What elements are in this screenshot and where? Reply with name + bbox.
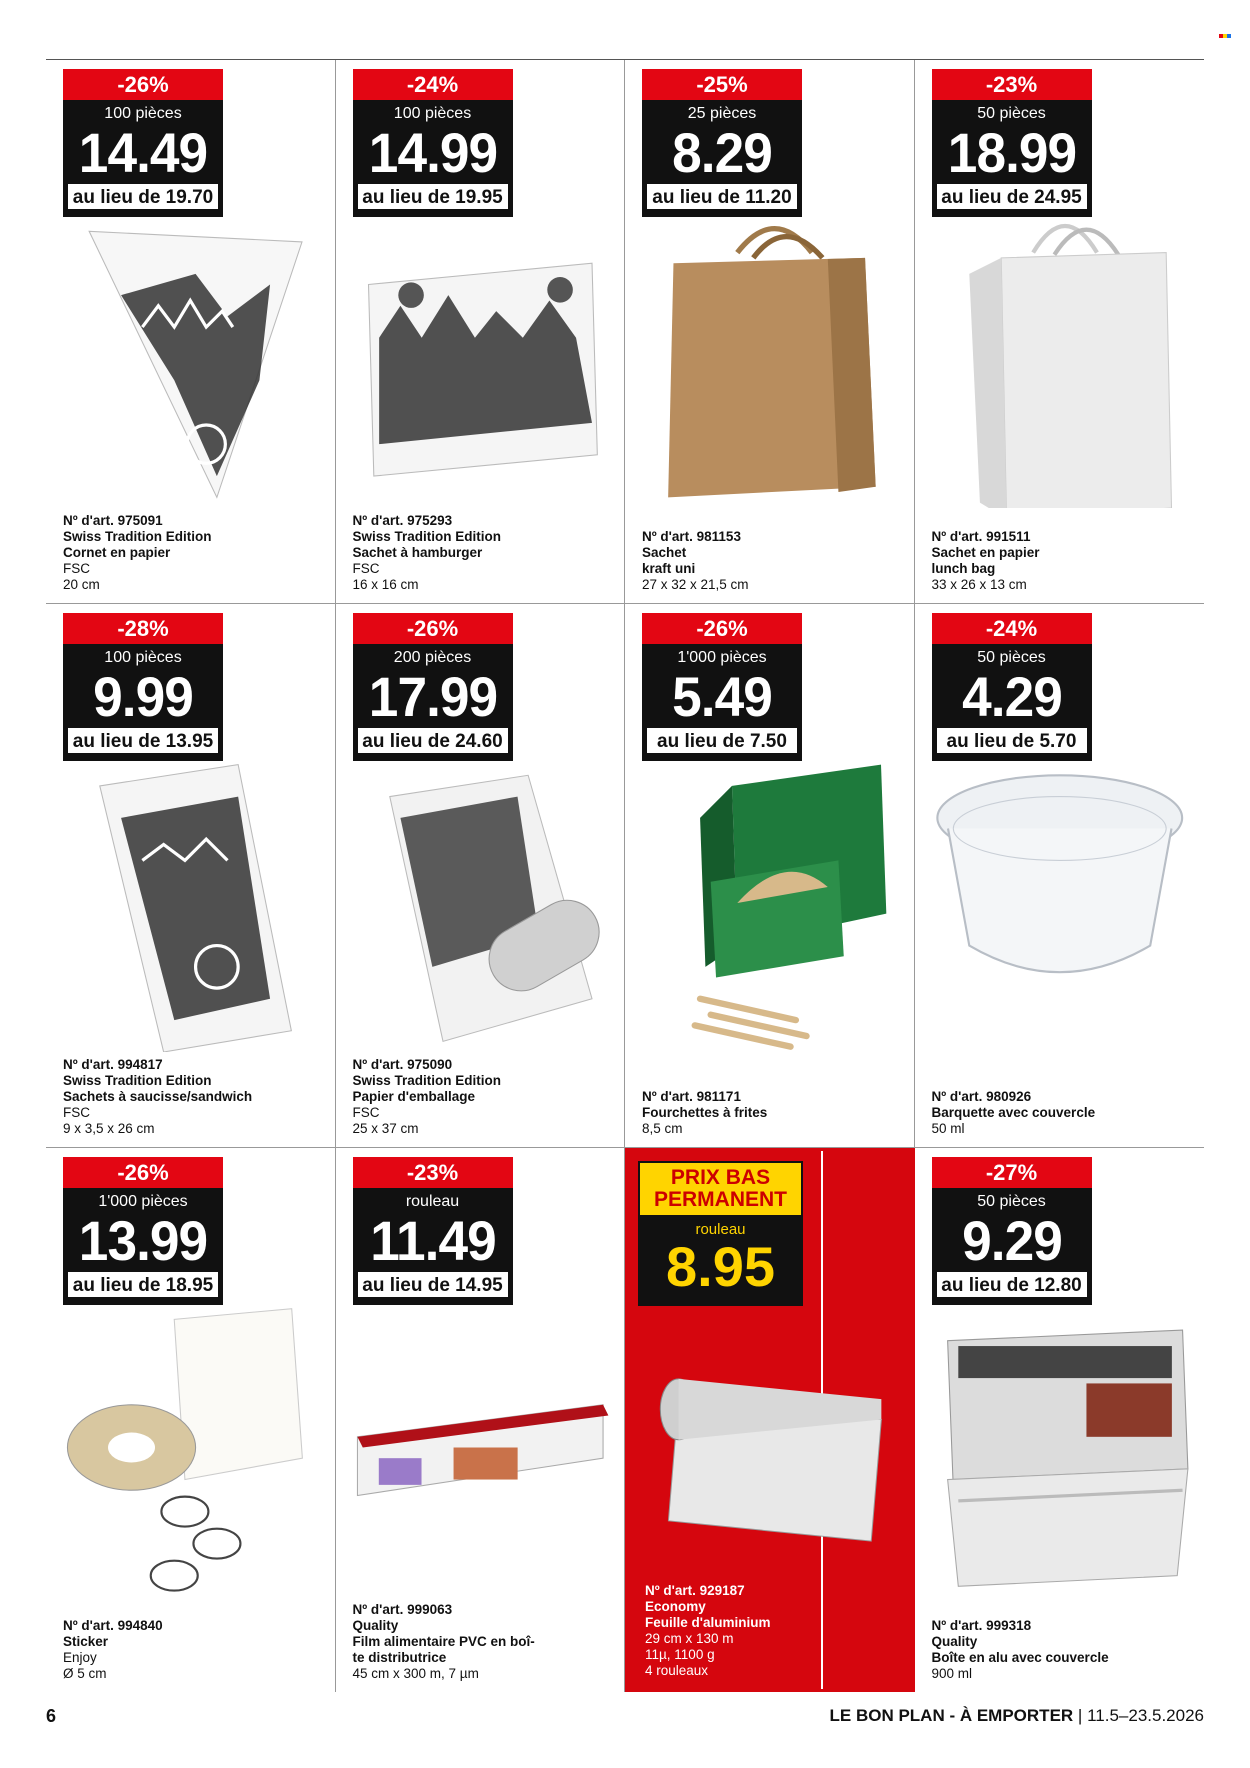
article-number: Nº d'art. 929187 (645, 1583, 745, 1598)
quantity-label: 1'000 pièces (677, 649, 767, 666)
discount-label: -23% (353, 1157, 513, 1188)
product-size: 45 cm x 300 m, 7 µm (352, 1666, 479, 1681)
brand-logo-icon (1219, 34, 1231, 42)
product-brand: Swiss Tradition Edition (63, 529, 212, 544)
product-detail: FSC (63, 561, 90, 576)
product-name: Boîte en alu avec couvercle (931, 1650, 1109, 1665)
discount-label: -28% (63, 613, 223, 644)
price-label: 11.49 (369, 1209, 496, 1272)
product-name: Film alimentaire PVC en boî- (352, 1634, 535, 1649)
article-number: Nº d'art. 991511 (931, 529, 1031, 544)
price-label: 9.29 (961, 1209, 1062, 1272)
product-variant: kraft uni (642, 561, 696, 576)
cling-film-icon (346, 1298, 615, 1597)
product-card[interactable] (46, 60, 336, 604)
product-size: 20 cm (63, 577, 100, 592)
price-badge (932, 1157, 1092, 1305)
product-card[interactable] (336, 60, 626, 604)
footer-heading: LE BON PLAN - À EMPORTER (829, 1706, 1074, 1725)
permanent-label: PRIX BAS PERMANENT (638, 1161, 803, 1217)
footer-title (830, 1706, 1204, 1726)
product-info (63, 1618, 163, 1682)
quantity-label: 50 pièces (977, 1193, 1046, 1210)
product-brand: Quality (931, 1634, 978, 1649)
product-info (353, 513, 502, 593)
price-label: 17.99 (368, 665, 497, 728)
product-card[interactable] (915, 60, 1205, 604)
product-detail: FSC (352, 561, 380, 576)
article-number: Nº d'art. 975090 (352, 1057, 453, 1072)
product-size: 16 x 16 cm (352, 577, 419, 592)
sticker-roll-icon (56, 1298, 325, 1597)
price-label: 18.99 (947, 121, 1076, 184)
price-badge (642, 613, 802, 761)
price-label: 8.95 (666, 1235, 775, 1298)
price-badge (642, 69, 802, 217)
article-number: Nº d'art. 994840 (63, 1618, 163, 1633)
article-number: Nº d'art. 975293 (352, 513, 453, 528)
price-label: 8.29 (672, 121, 772, 184)
discount-label: -23% (932, 69, 1092, 100)
wrapping-paper-icon (346, 754, 615, 1052)
product-name: Feuille d'aluminium (645, 1615, 771, 1630)
product-card[interactable] (625, 60, 915, 604)
product-detail: FSC (352, 1105, 380, 1120)
old-price-label: au lieu de 14.95 (356, 1272, 510, 1299)
product-size: 8,5 cm (642, 1121, 683, 1136)
paper-cone-icon (56, 210, 325, 508)
product-brand: Swiss Tradition Edition (352, 529, 502, 544)
product-info (642, 529, 749, 593)
product-brand: Quality (352, 1618, 399, 1633)
old-price-label: au lieu de 13.95 (66, 728, 220, 755)
price-label: 13.99 (78, 1209, 208, 1272)
aluminium-foil-icon (638, 1351, 892, 1569)
product-variant: lunch bag (931, 561, 996, 576)
footer-separator: | (1077, 1706, 1083, 1725)
product-card[interactable] (46, 604, 336, 1148)
price-label: 4.29 (961, 665, 1062, 728)
old-price-label: au lieu de 24.95 (935, 184, 1089, 211)
product-brand: Economy (645, 1599, 706, 1614)
product-size: Ø 5 cm (63, 1666, 107, 1681)
white-bag-icon (925, 210, 1195, 508)
product-name: Sachet à hamburger (352, 545, 483, 560)
product-variant: Enjoy (63, 1650, 97, 1665)
burger-bag-icon (346, 210, 615, 508)
product-info (63, 513, 212, 593)
product-info (932, 1618, 1109, 1682)
price-badge (932, 613, 1092, 761)
product-detail: 11µ, 1100 g (645, 1647, 715, 1662)
product-name: Sachet en papier (931, 545, 1040, 560)
old-price-label: au lieu de 24.60 (356, 728, 510, 755)
plastic-tray-icon (925, 754, 1195, 1052)
price-label: 14.99 (368, 121, 497, 184)
price-badge (353, 613, 513, 761)
price-label: 14.49 (78, 121, 208, 184)
discount-label: -26% (353, 613, 513, 644)
quantity-label: 200 pièces (393, 649, 472, 666)
discount-label: -25% (642, 69, 802, 100)
product-name: Sachet (642, 545, 687, 560)
product-card-permanent[interactable] (625, 1148, 915, 1692)
discount-label: -26% (642, 613, 802, 644)
article-number: Nº d'art. 981171 (642, 1089, 741, 1104)
price-badge (932, 69, 1092, 217)
discount-label: -26% (63, 1157, 223, 1188)
product-card[interactable] (915, 1148, 1205, 1692)
old-price-label: au lieu de 12.80 (935, 1272, 1089, 1299)
old-price-label: au lieu de 5.70 (935, 728, 1089, 755)
price-badge (63, 1157, 223, 1305)
discount-label: -24% (353, 69, 513, 100)
product-size: 33 x 26 x 13 cm (931, 577, 1027, 592)
product-card[interactable] (46, 1148, 336, 1692)
quantity-label: 100 pièces (104, 105, 182, 122)
product-info (932, 529, 1040, 593)
product-size: 900 ml (931, 1666, 973, 1681)
old-price-label: au lieu de 11.20 (645, 184, 799, 211)
product-info (645, 1583, 770, 1679)
discount-label: -26% (63, 69, 223, 100)
product-size: 50 ml (931, 1121, 965, 1136)
product-name: Fourchettes à frites (642, 1105, 768, 1120)
article-number: Nº d'art. 975091 (63, 513, 163, 528)
product-info (932, 1089, 1096, 1137)
quantity-label: 25 pièces (687, 105, 757, 122)
product-card[interactable] (625, 604, 915, 1148)
price-badge (63, 69, 223, 217)
old-price-label: au lieu de 19.70 (66, 184, 220, 211)
old-price-label: au lieu de 7.50 (645, 728, 799, 755)
old-price-label: au lieu de 18.95 (66, 1272, 220, 1299)
product-brand: Swiss Tradition Edition (63, 1073, 212, 1088)
article-number: Nº d'art. 994817 (63, 1057, 163, 1072)
product-pack: 4 rouleaux (645, 1663, 709, 1678)
quantity-label: 1'000 pièces (98, 1193, 188, 1210)
quantity-label: 100 pièces (104, 649, 182, 666)
alu-box-icon (925, 1298, 1195, 1597)
product-name: Cornet en papier (63, 545, 171, 560)
price-label: 9.99 (93, 665, 193, 728)
quantity-label: rouleau (405, 1193, 460, 1210)
product-name: Barquette avec couvercle (931, 1105, 1096, 1120)
product-info (642, 1089, 767, 1137)
product-info (353, 1057, 502, 1137)
product-card[interactable] (336, 1148, 626, 1692)
discount-label: -24% (932, 613, 1092, 644)
quantity-label: 100 pièces (393, 105, 472, 122)
product-info (63, 1057, 252, 1137)
quantity-label: 50 pièces (977, 649, 1046, 666)
product-name-cont: te distributrice (352, 1650, 447, 1665)
price-badge (353, 69, 513, 217)
product-size: 9 x 3,5 x 26 cm (63, 1121, 155, 1136)
price-badge (63, 613, 223, 761)
product-size: 29 cm x 130 m (645, 1631, 734, 1646)
footer-dates: 11.5–23.5.2026 (1087, 1706, 1204, 1725)
quantity-label: 50 pièces (977, 105, 1046, 122)
old-price-label: au lieu de 19.95 (356, 184, 510, 211)
product-name: Sticker (63, 1634, 109, 1649)
product-card[interactable] (915, 604, 1205, 1148)
fork-box-icon (635, 754, 904, 1052)
quantity-label: rouleau (695, 1221, 746, 1238)
article-number: Nº d'art. 980926 (931, 1089, 1032, 1104)
product-name: Sachets à saucisse/sandwich (63, 1089, 253, 1104)
product-card[interactable] (336, 604, 626, 1148)
price-badge (353, 1157, 513, 1305)
product-info (353, 1602, 535, 1682)
article-number: Nº d'art. 999063 (352, 1602, 453, 1617)
product-brand: Swiss Tradition Edition (352, 1073, 502, 1088)
sandwich-bag-icon (56, 754, 325, 1052)
discount-label: -27% (932, 1157, 1092, 1188)
permanent-price-badge (638, 1161, 803, 1306)
product-size: 27 x 32 x 21,5 cm (642, 577, 749, 592)
kraft-bag-icon (635, 210, 904, 508)
product-detail: FSC (63, 1105, 90, 1120)
page-number: 6 (46, 1706, 57, 1726)
price-label: 5.49 (672, 665, 772, 728)
product-size: 25 x 37 cm (352, 1121, 419, 1136)
article-number: Nº d'art. 981153 (642, 529, 741, 544)
article-number: Nº d'art. 999318 (931, 1618, 1032, 1633)
product-grid (46, 60, 1204, 1692)
product-name: Papier d'emballage (352, 1089, 476, 1104)
